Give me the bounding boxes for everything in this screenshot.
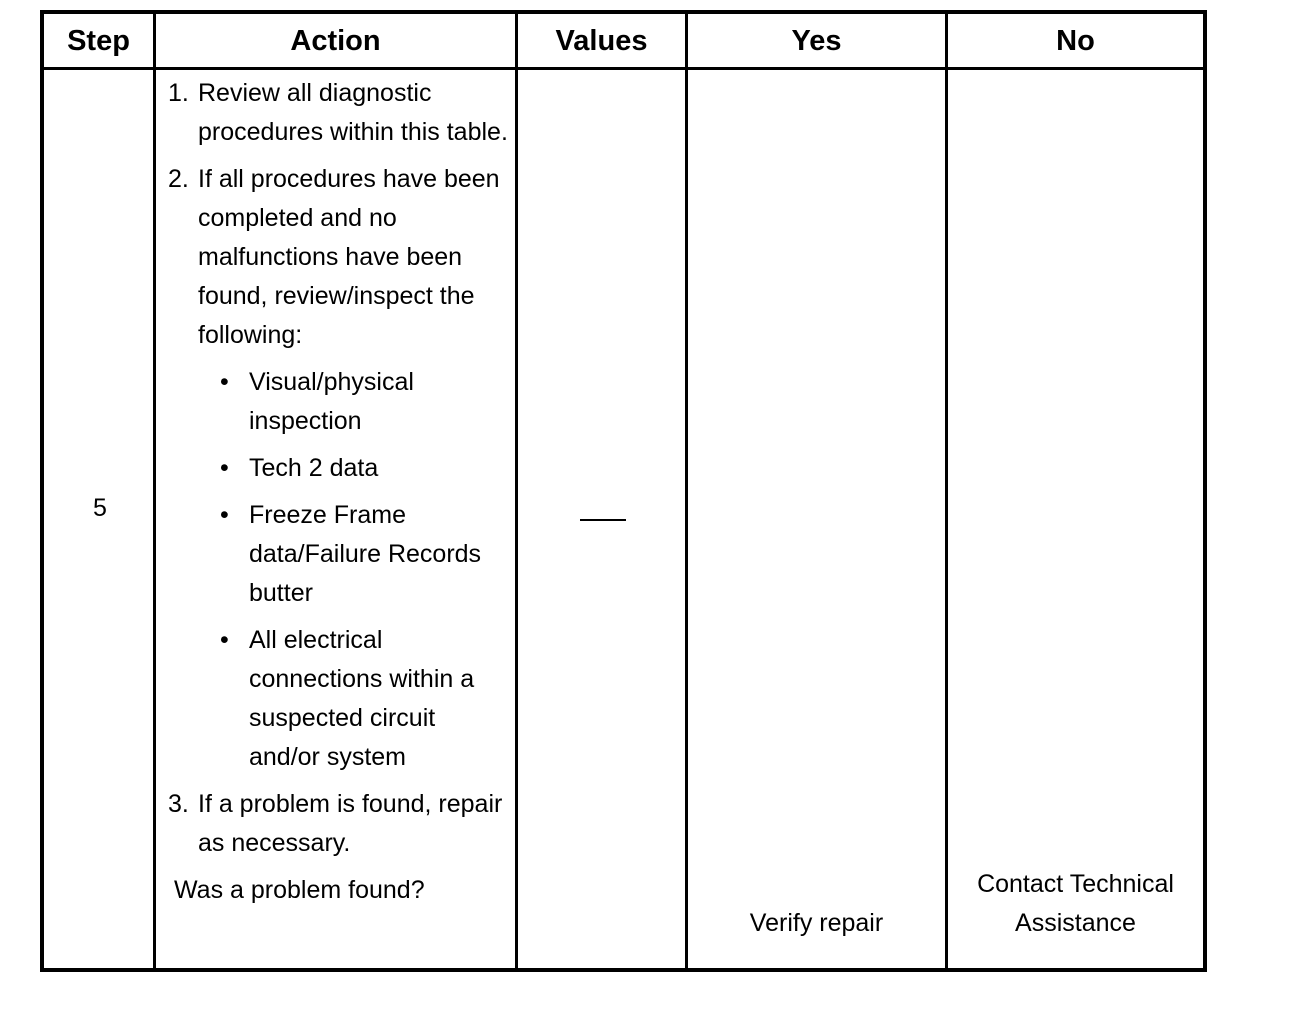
action-step-3: [168, 785, 508, 863]
header-step: Step: [67, 24, 130, 57]
bullet-icon: •: [220, 626, 229, 654]
diagnostic-table: [40, 10, 1207, 972]
list-item: [168, 449, 508, 488]
step-number: 5: [93, 494, 107, 522]
bullet-icon: •: [220, 501, 229, 529]
no-result: Contact Technical Assistance: [977, 870, 1174, 937]
step-2-number: 2.: [168, 165, 189, 193]
header-no: No: [1056, 24, 1095, 57]
bullet-icon: •: [220, 368, 229, 396]
header-action: Action: [290, 24, 381, 57]
list-item: [168, 621, 508, 777]
column-divider: [685, 14, 688, 968]
yes-result: Verify repair: [749, 909, 884, 937]
inspection-list: [168, 363, 508, 777]
header-yes: Yes: [791, 24, 842, 57]
bullet-text: Freeze Frame data/Failure Records butter: [249, 501, 482, 607]
header-values: Values: [555, 24, 648, 57]
bullet-text: Tech 2 data: [249, 454, 379, 482]
values-dash: [580, 519, 626, 522]
step-3-number: 3.: [168, 790, 189, 818]
column-divider: [515, 14, 518, 968]
step-3-text: If a problem is found, repair as necessary.: [198, 790, 503, 857]
action-step-1: [168, 74, 508, 152]
action-step-2: [168, 160, 508, 355]
bullet-icon: •: [220, 454, 229, 482]
step-2-text: If all procedures have been completed and no malfunctions have been found, review/inspect the following:: [198, 165, 500, 349]
list-item: [168, 363, 508, 441]
bullet-text: Visual/physical inspection: [249, 368, 414, 435]
action-cell: [168, 74, 508, 910]
list-item: [168, 496, 508, 613]
column-divider: [945, 14, 948, 968]
question-text: Was a problem found?: [174, 876, 425, 904]
step-1-text: Review all diagnostic procedures within this table.: [198, 79, 508, 146]
bullet-text: All electrical connections within a suspected circuit and/or system: [249, 626, 475, 771]
step-1-number: 1.: [168, 79, 189, 107]
